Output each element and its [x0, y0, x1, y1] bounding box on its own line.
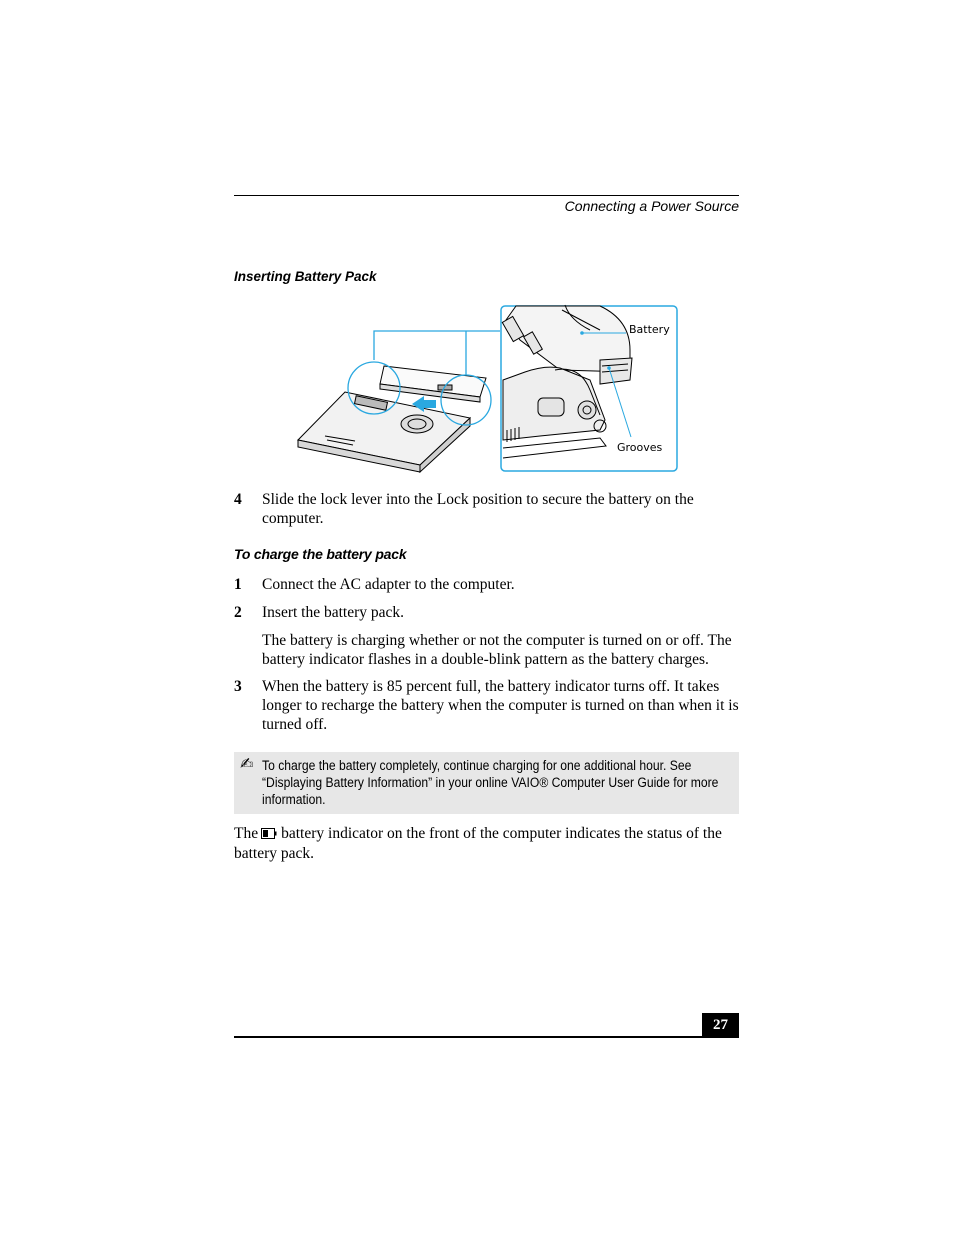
running-header: Connecting a Power Source: [564, 198, 739, 214]
step-number: 4: [234, 491, 242, 508]
step-number: 1: [234, 576, 242, 593]
section-heading: To charge the battery pack: [234, 546, 407, 562]
closing-text-start: The: [234, 825, 259, 842]
note-box: [234, 752, 739, 814]
battery-callout-dot: [580, 331, 584, 335]
grooves-callout-dot: [607, 366, 611, 370]
battery-insertion-illustration: [290, 300, 690, 480]
laptop-base-drawing: [298, 392, 470, 472]
figure-title: Inserting Battery Pack: [234, 269, 377, 284]
header-rule: [234, 195, 739, 196]
closing-text-end: battery indicator on the front of the computer indicates the status of the battery pack.: [234, 825, 722, 862]
battery-callout-label: Battery: [629, 323, 670, 336]
callout-connector-line: [374, 331, 500, 360]
closing-paragraph: [234, 824, 739, 863]
step-text: Insert the battery pack.: [262, 604, 405, 621]
note-text: To charge the battery completely, continue charging for one additional hour. See “Displaying Battery Information” in your online VAIO® Computer User Guide for more information.: [262, 758, 719, 807]
step-item: [234, 490, 739, 528]
step-item: [234, 603, 739, 622]
step-text: Slide the lock lever into the Lock position to secure the battery on the computer.: [262, 491, 694, 527]
step-number: 2: [234, 604, 242, 621]
step-text: When the battery is 85 percent full, the battery indicator turns off. It takes longer to recharge the battery when the computer is turned on than when it is turned off.: [262, 678, 739, 733]
footer-rule: [234, 1036, 739, 1038]
grooves-callout-label: Grooves: [617, 441, 663, 454]
step-detail-paragraph: The battery is charging whether or not the computer is turned on or off. The battery indicator flashes in a double-blink pattern as the battery charges.: [262, 632, 732, 668]
step-number: 3: [234, 678, 242, 695]
battery-icon: [261, 825, 277, 844]
battery-pack-drawing: [380, 366, 486, 402]
pencil-note-icon: ✍: [240, 754, 254, 773]
step-item: [234, 677, 739, 734]
page-number: 27: [702, 1013, 739, 1037]
step-item: [234, 575, 739, 594]
step-text: Connect the AC adapter to the computer.: [262, 576, 515, 593]
